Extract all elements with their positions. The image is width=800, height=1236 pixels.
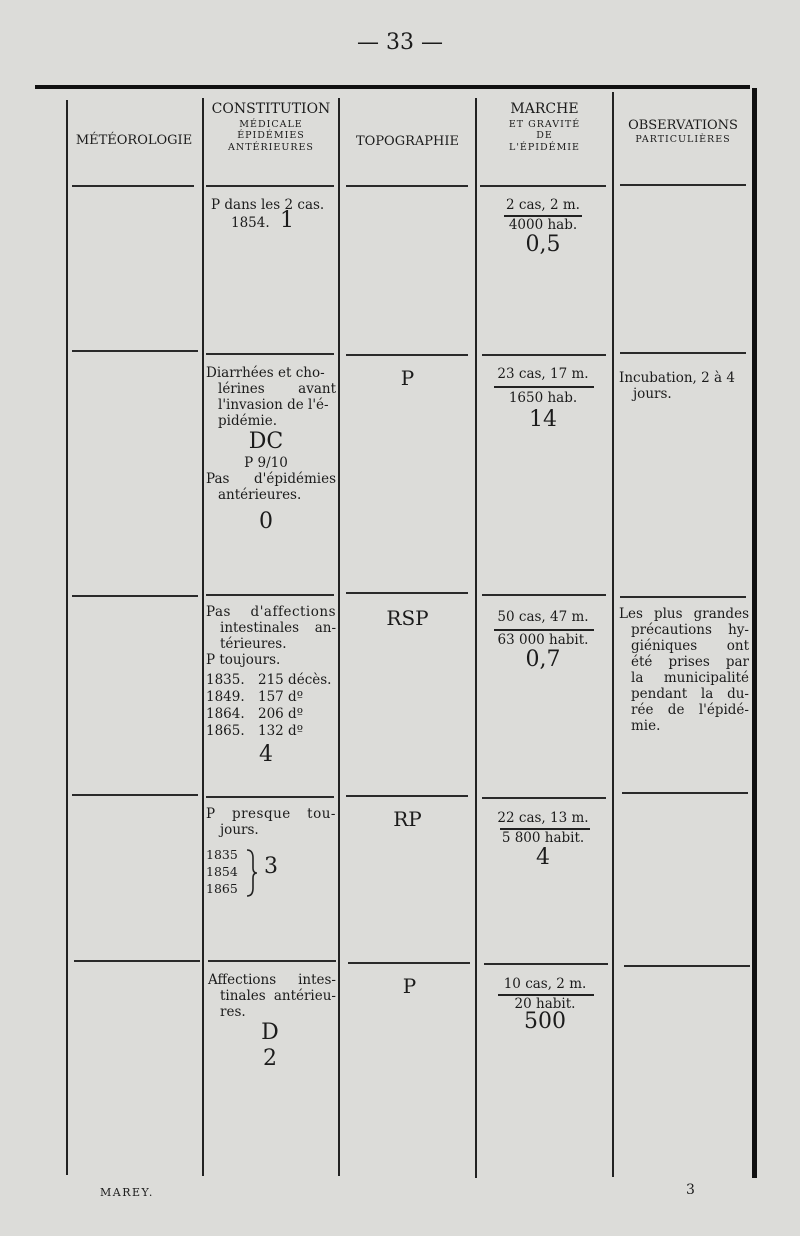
- row2-marche-numerator: 23 cas, 17 m.: [497, 366, 589, 382]
- col-rule-4: [475, 98, 477, 1178]
- row3-observations-line1: Les plus grandes: [619, 606, 749, 622]
- row-rule-4d: [484, 963, 608, 965]
- row3-observations-line2: précautions hy-: [631, 622, 749, 638]
- top-rule: [35, 85, 750, 89]
- death-year: 1865.: [206, 723, 245, 739]
- row3-death-entry: [206, 672, 336, 689]
- header-marche-line2: ET GRAVITÉ: [508, 118, 581, 130]
- row3-observations-line7: rée de l'épidé-: [631, 702, 749, 718]
- row3-fraction-bar: [494, 629, 594, 631]
- row2-marche: [480, 366, 606, 432]
- col-rule-3: [338, 98, 340, 1176]
- row3-marche-value: 0,7: [525, 647, 561, 672]
- row-rule-3b: [206, 796, 334, 798]
- row-rule-2c: [346, 592, 468, 594]
- row3-death-entry: [206, 706, 336, 723]
- header-marche: [477, 101, 612, 154]
- death-count: 157 dº: [258, 689, 304, 705]
- header-observations-line1: OBSERVATIONS: [628, 118, 738, 133]
- row-rule-3a: [72, 794, 198, 796]
- row3-constitution-line3: térieures.: [220, 636, 287, 652]
- row2-constitution-extra2: Pas d'épidémies: [206, 471, 336, 487]
- row4-marche-numerator: 22 cas, 13 m.: [497, 810, 589, 826]
- header-constitution-line2: MÉDICALE: [239, 118, 303, 130]
- row-rule-4a: [74, 960, 200, 962]
- col-rule-6: [752, 88, 757, 1178]
- header-observations: [614, 118, 752, 146]
- row2-constitution-extra1: P 9/10: [244, 455, 288, 471]
- row1-marche-value: 0,5: [525, 232, 561, 257]
- row5-marche-value: 500: [524, 1009, 566, 1034]
- row3-observations-line3: giéniques ont: [631, 638, 749, 654]
- death-count: 206 dº: [258, 706, 304, 722]
- header-marche-line3: DE: [536, 130, 553, 142]
- header-marche-line4: L'ÉPIDÉMIE: [509, 142, 580, 154]
- row-rule-3c: [346, 795, 468, 797]
- row-rule-1c: [346, 354, 468, 356]
- header-rule-4: [480, 185, 606, 187]
- death-year: 1864.: [206, 706, 245, 722]
- row-rule-1e: [620, 352, 746, 354]
- row5-marche: [482, 976, 608, 1032]
- row3-death-entry: [206, 723, 336, 740]
- row3-observations-line6: pendant la du-: [631, 686, 749, 702]
- row2-observations-line2: jours.: [633, 386, 672, 402]
- col-rule-5: [612, 92, 614, 1177]
- row-rule-1d: [482, 354, 606, 356]
- row1-constitution-value: 1: [279, 208, 294, 233]
- row3-marche: [480, 609, 606, 672]
- row4-fraction-bar: [500, 828, 590, 830]
- footer-author: MAREY.: [100, 1186, 154, 1199]
- row3-observations: [619, 606, 749, 734]
- row-rule-2e: [620, 596, 746, 598]
- header-observations-line2: PARTICULIÈRES: [635, 134, 731, 146]
- row2-observations-line1: Incubation, 2 à 4: [619, 370, 735, 386]
- row5-fraction-bar: [498, 994, 594, 996]
- row5-constitution-code: D: [261, 1020, 279, 1045]
- row3-marche-denominator: 63 000 habit.: [497, 632, 589, 648]
- row-rule-2d: [482, 594, 606, 596]
- death-year: 1835.: [206, 672, 245, 688]
- header-constitution-line1: CONSTITUTION: [211, 101, 331, 117]
- row2-marche-value: 14: [529, 407, 557, 432]
- row4-constitution: [206, 806, 336, 900]
- row3-topographie: RSP: [386, 606, 429, 630]
- row2-constitution-line2: lérines avant: [218, 381, 336, 397]
- row-rule-1b: [206, 353, 334, 355]
- row2-constitution-line1: Diarrhées et cho-: [206, 365, 325, 381]
- row5-constitution-line3: res.: [220, 1004, 246, 1020]
- row1-constitution-year: 1854.: [231, 215, 270, 231]
- header-marche-line1: MARCHE: [510, 101, 579, 117]
- row4-marche-value: 4: [536, 845, 550, 870]
- row1-constitution-text: P dans les 2 cas.: [211, 197, 325, 213]
- row-rule-4e: [624, 965, 750, 967]
- row5-marche-numerator: 10 cas, 2 m.: [503, 976, 587, 992]
- row1-marche-denominator: 4000 hab.: [508, 217, 578, 233]
- row3-marche-numerator: 50 cas, 47 m.: [497, 609, 589, 625]
- row-rule-4b: [208, 960, 336, 962]
- footer-signature-number: 3: [686, 1182, 695, 1198]
- row2-observations: [619, 370, 751, 402]
- header-topographie: TOPOGRAPHIE: [355, 134, 459, 149]
- row4-constitution-line1: P presque tou-: [206, 806, 336, 822]
- row3-deaths-list: [206, 672, 336, 740]
- row3-death-entry: [206, 689, 336, 706]
- row3-constitution-value: 4: [259, 742, 273, 767]
- header-constitution-line4: ANTÉRIEURES: [228, 142, 314, 154]
- row1-constitution: [211, 197, 335, 231]
- row4-years-block: [206, 846, 336, 900]
- row4-constitution-value: 3: [264, 854, 278, 879]
- row3-observations-line8: mie.: [631, 718, 661, 734]
- row1-marche-numerator: 2 cas, 2 m.: [506, 197, 580, 213]
- row3-constitution-line1: Pas d'affections: [206, 604, 336, 620]
- header-constitution-line3: ÉPIDÉMIES: [237, 130, 305, 142]
- row2-topographie: P: [400, 366, 415, 390]
- row2-constitution-code: DC: [248, 429, 284, 454]
- death-count: 132 dº: [258, 723, 304, 739]
- row3-observations-line5: la municipalité: [631, 670, 749, 686]
- row4-year: 1835: [206, 847, 238, 862]
- header-rule-3: [346, 185, 468, 187]
- brace-icon: [244, 848, 258, 898]
- header-meteorologie: MÉTÉOROLOGIE: [75, 133, 193, 148]
- death-count: 215 décès.: [258, 672, 332, 688]
- row4-year: 1854: [206, 864, 238, 879]
- row2-constitution: [206, 365, 336, 537]
- row3-constitution-line4: P toujours.: [206, 652, 281, 668]
- row2-constitution-value: 0: [259, 509, 273, 534]
- row1-fraction-bar: [504, 215, 582, 217]
- row4-constitution-line2: jours.: [220, 822, 259, 838]
- row-rule-3d: [482, 797, 606, 799]
- row-rule-2b: [206, 594, 334, 596]
- row2-constitution-extra3: antérieures.: [218, 487, 302, 503]
- row2-fraction-bar: [494, 386, 594, 388]
- row4-marche-denominator: 5 800 habit.: [501, 830, 585, 846]
- row3-observations-line4: été prises par: [631, 654, 749, 670]
- row4-year: 1865: [206, 881, 238, 896]
- page-number: — 33 —: [357, 30, 443, 55]
- header-rule-5: [620, 184, 746, 186]
- row3-constitution: [206, 604, 336, 770]
- row1-marche: [480, 197, 606, 257]
- row5-constitution-value: 2: [263, 1046, 277, 1071]
- row5-constitution: [208, 972, 336, 1072]
- row5-marche-denominator: 20 habit.: [514, 996, 576, 1012]
- col-rule-2: [202, 98, 204, 1176]
- row5-constitution-line1: Affections intes-: [208, 972, 336, 988]
- header-rule-1: [72, 185, 194, 187]
- row2-constitution-line3: l'invasion de l'é-: [218, 397, 329, 413]
- header-constitution: [204, 101, 338, 154]
- row3-constitution-line2: intestinales an-: [220, 620, 336, 636]
- row-rule-2a: [72, 595, 198, 597]
- row-rule-1a: [72, 350, 198, 352]
- row2-constitution-line4: pidémie.: [218, 413, 277, 429]
- death-year: 1849.: [206, 689, 245, 705]
- row5-topographie: P: [402, 974, 417, 998]
- col-rule-1: [66, 100, 68, 1175]
- row4-topographie: RP: [393, 807, 422, 831]
- row-rule-3e: [622, 792, 748, 794]
- row2-marche-denominator: 1650 hab.: [508, 390, 578, 406]
- header-rule-2: [206, 185, 334, 187]
- row-rule-4c: [348, 962, 470, 964]
- row4-marche: [480, 810, 606, 870]
- row5-constitution-line2: tinales antérieu-: [220, 988, 336, 1004]
